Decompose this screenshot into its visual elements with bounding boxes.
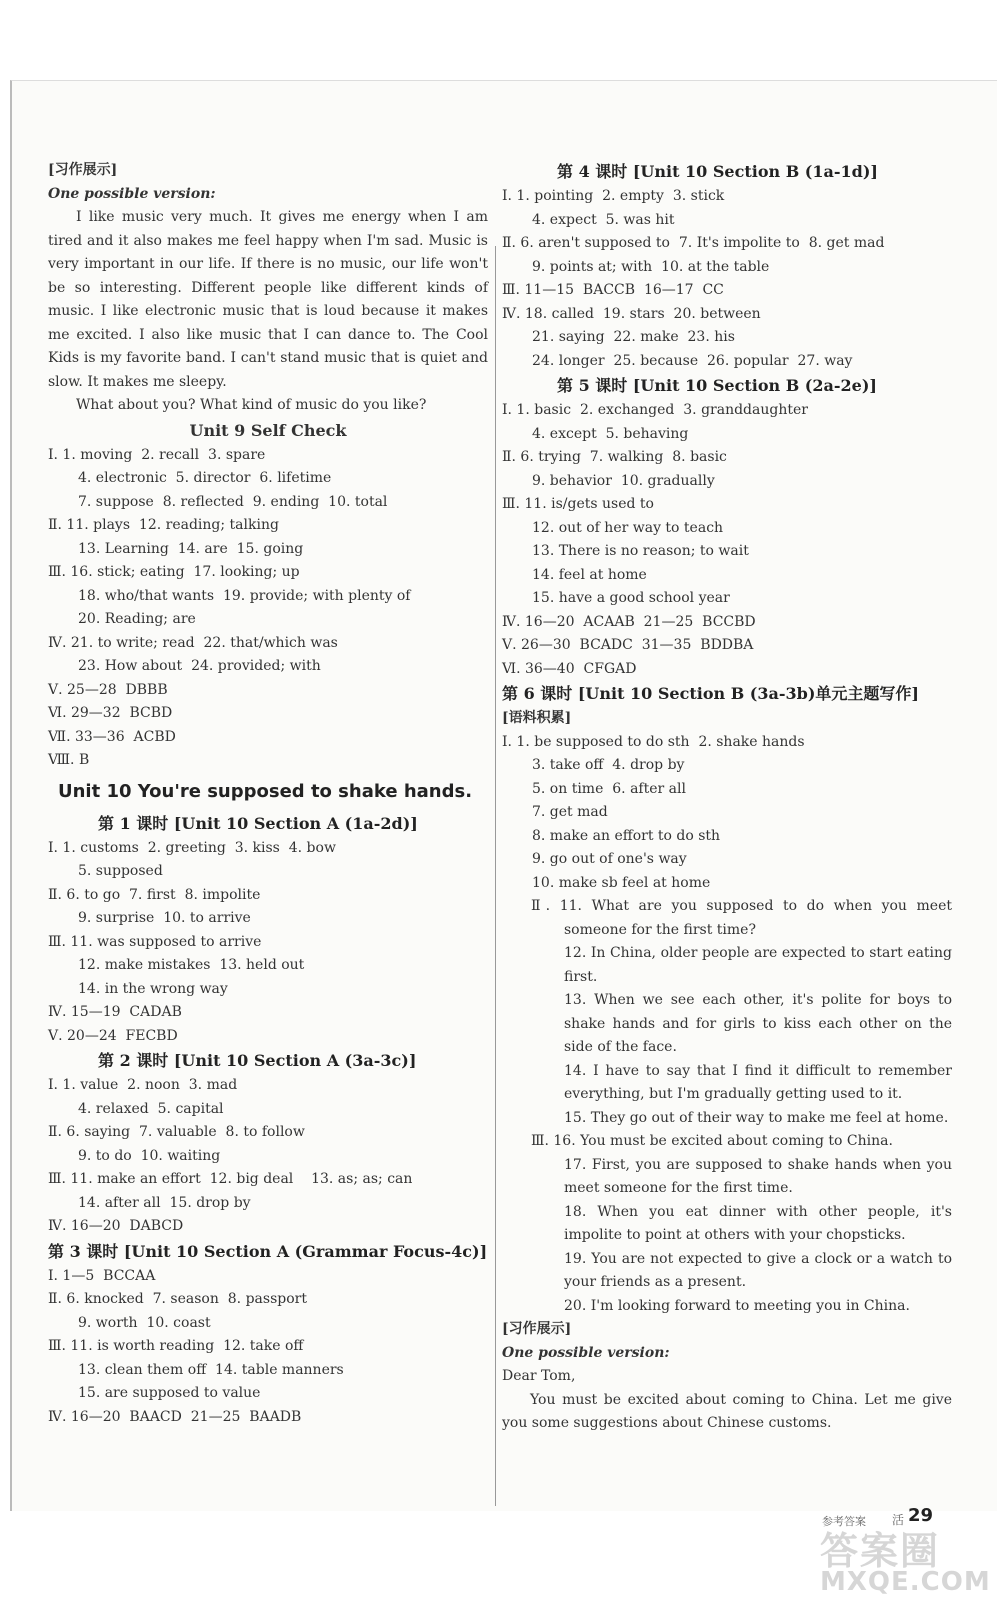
answer-line: 10. make sb feel at home — [532, 874, 711, 891]
page-number: 29 — [908, 1505, 934, 1526]
answer-line: 14. feel at home — [532, 566, 647, 583]
answer-line: 9. points at; with 10. at the table — [532, 258, 770, 275]
answer-line: 4. relaxed 5. capital — [78, 1100, 224, 1117]
answer-line: 5. on time 6. after all — [532, 780, 686, 797]
lesson5-title: 第 5 课时 [Unit 10 Section B (2a-2e)] — [557, 376, 877, 395]
watermark-logo — [820, 1520, 991, 1598]
answer-line: 15. They go out of their way to make me feel at home. — [564, 1109, 949, 1126]
answer-line: 12. In China, older people are expected to start eating first. — [564, 945, 952, 985]
answer-line: Ⅰ. 1. value 2. noon 3. mad — [48, 1077, 238, 1093]
answer-line: 7. get mad — [532, 804, 608, 820]
answer-line: 17. First, you are supposed to shake hands when you meet someone for the first time. — [564, 1156, 952, 1196]
answer-line: Ⅰ. 1. moving 2. recall 3. spare — [48, 446, 266, 463]
answer-line: Ⅲ. 11—15 BACCB 16—17 CC — [502, 282, 724, 298]
unit10-title: Unit 10 You're supposed to shake hands. — [58, 780, 473, 802]
answer-line: Ⅰ. 1. customs 2. greeting 3. kiss 4. bow — [48, 839, 336, 856]
answer-line: Ⅱ. 6. trying 7. walking 8. basic — [502, 449, 727, 465]
answer-line: 8. make an effort to do sth — [532, 827, 721, 844]
answer-line: Ⅳ. 16—20 ACAAB 21—25 BCCBD — [502, 613, 756, 630]
essay-paragraph: I like music very much. It gives me energy when I am tired and it also makes me feel happy when I'm sad. Music is very important in our life. If there is no music, our life won't be so interesting. Different people like different kinds of music. I like electronic music that is loud because it makes me excited. I also like music that I can dance to. The Cool Kids is my favorite band. I can't stand music that is quiet and slow. It makes me sleepy. — [48, 209, 488, 390]
watermark-url: MXQE.COM — [820, 1567, 991, 1597]
answer-line: Ⅵ. 36—40 CFGAD — [502, 660, 637, 677]
answer-line: 14. after all 15. drop by — [78, 1194, 251, 1211]
answer-line: 20. Reading; are — [78, 611, 196, 627]
essay-version: One possible version: — [502, 1344, 670, 1361]
answer-line: Ⅲ. 11. make an effort 12. big deal 13. as; as; can — [48, 1171, 413, 1187]
answer-line: 14. in the wrong way — [78, 980, 228, 997]
right-column — [502, 159, 952, 1436]
answer-line: Ⅰ. 1. pointing 2. empty 3. stick — [502, 188, 725, 204]
answer-line: 20. I'm looking forward to meeting you in China. — [564, 1297, 910, 1314]
essay-header: [习作展示] — [502, 1321, 572, 1337]
answer-line: 7. suppose 8. reflected 9. ending 10. total — [78, 493, 388, 510]
lesson3-title: 第 3 课时 [Unit 10 Section A (Grammar Focus-4c)] — [48, 1241, 488, 1261]
answer-line: 9. behavior 10. gradually — [532, 472, 715, 489]
answer-line: 23. How about 24. provided; with — [78, 658, 321, 674]
answer-line: 9. to do 10. waiting — [78, 1147, 221, 1164]
answer-line: Ⅳ. 21. to write; read 22. that/which was — [48, 634, 338, 651]
answer-line: Ⅷ. B — [48, 752, 90, 768]
lesson6-sentence-answers — [502, 895, 952, 1318]
lesson4-title: 第 4 课时 [Unit 10 Section B (1a-1d)] — [557, 162, 878, 181]
watermark-text: 答案圈 — [820, 1529, 941, 1573]
answer-line: 15. have a good school year — [532, 590, 730, 606]
answer-page — [10, 80, 997, 1528]
selfcheck-answers — [48, 444, 488, 773]
answer-line: 4. expect 5. was hit — [532, 211, 675, 228]
lesson4-answers — [502, 185, 952, 373]
answer-line: 18. When you eat dinner with other people, it's impolite to point at others with your chopsticks. — [564, 1203, 952, 1243]
answer-line: Ⅱ. 6. aren't supposed to 7. It's impolite to 8. get mad — [502, 235, 885, 251]
lesson6-vocab-answers — [502, 731, 952, 896]
left-column — [48, 159, 488, 1429]
lesson2-answers — [48, 1074, 488, 1239]
answer-line: 5. supposed — [78, 863, 163, 879]
answer-line: Ⅶ. 33—36 ACBD — [48, 728, 176, 745]
answer-line: Ⅴ. 25—28 DBBB — [48, 681, 168, 698]
answer-line: 4. except 5. behaving — [532, 425, 689, 442]
lesson5-answers — [502, 399, 952, 681]
answer-line: Ⅱ. 6. knocked 7. season 8. passport — [48, 1291, 307, 1307]
footer-sub: 活 — [892, 1513, 905, 1527]
answer-line: 13. There is no reason; to wait — [532, 543, 749, 559]
answer-line: Ⅵ. 29—32 BCBD — [48, 705, 173, 721]
essay-greeting: Dear Tom, — [502, 1368, 576, 1384]
answer-line: Ⅰ. 1. be supposed to do sth 2. shake hands — [502, 733, 805, 750]
footer-label: 参考答案 — [822, 1515, 866, 1528]
answer-line: Ⅲ. 11. was supposed to arrive — [48, 933, 262, 950]
essay-paragraph: What about you? What kind of music do you like? — [76, 397, 427, 413]
column-divider — [495, 246, 496, 1506]
answer-line: Ⅱ. 11. plays 12. reading; talking — [48, 517, 279, 533]
essay-version: One possible version: — [48, 185, 216, 202]
answer-line: Ⅲ. 16. stick; eating 17. looking; up — [48, 564, 300, 580]
answer-line: 21. saying 22. make 23. his — [532, 329, 735, 345]
answer-line: Ⅱ. 6. saying 7. valuable 8. to follow — [48, 1124, 305, 1140]
answer-line: 13. Learning 14. are 15. going — [78, 540, 304, 557]
answer-line: 9. surprise 10. to arrive — [78, 910, 251, 926]
answer-line: Ⅳ. 18. called 19. stars 20. between — [502, 305, 761, 322]
answer-line: 13. clean them off 14. table manners — [78, 1361, 344, 1378]
answer-line: Ⅲ. 16. You must be excited about coming to China. — [531, 1133, 893, 1149]
answer-line: 4. electronic 5. director 6. lifetime — [78, 470, 332, 486]
answer-line: Ⅲ. 11. is/gets used to — [502, 496, 654, 512]
answer-line: 12. out of her way to teach — [532, 519, 724, 536]
answer-line: 19. You are not expected to give a clock or a watch to your friends as a present. — [564, 1250, 952, 1290]
answer-line: Ⅱ. 11. What are you supposed to do when you meet someone for the first time? — [531, 898, 952, 938]
essay-paragraph: You must be excited about coming to China. Let me give you some suggestions about Chinese customs. — [502, 1391, 952, 1431]
lesson1-answers — [48, 837, 488, 1049]
vocab-header: [语料积累] — [502, 710, 572, 726]
answer-line: 14. I have to say that I find it difficult to remember everything, but I'm gradually getting used to it. — [564, 1062, 952, 1102]
answer-line: 9. go out of one's way — [532, 851, 687, 867]
lesson1-title: 第 1 课时 [Unit 10 Section A (1a-2d)] — [98, 813, 418, 833]
answer-line: 9. worth 10. coast — [78, 1314, 211, 1331]
answer-line: 3. take off 4. drop by — [532, 757, 685, 773]
answer-line: 12. make mistakes 13. held out — [78, 957, 305, 973]
answer-line: 13. When we see each other, it's polite for boys to shake hands and for girls to kiss each other on the side of the face. — [564, 992, 952, 1055]
selfcheck-title: Unit 9 Self Check — [189, 420, 347, 440]
answer-line: Ⅰ. 1—5 BCCAA — [48, 1267, 156, 1284]
answer-line: 24. longer 25. because 26. popular 27. way — [532, 352, 853, 369]
answer-line: Ⅴ. 20—24 FECBD — [48, 1027, 178, 1044]
essay-header: [习作展示] — [48, 162, 118, 178]
lesson6-title: 第 6 课时 [Unit 10 Section B (3a-3b)单元主题写作] — [502, 684, 919, 703]
answer-line: 18. who/that wants 19. provide; with plenty of — [78, 587, 411, 604]
answer-line: Ⅳ. 16—20 DABCD — [48, 1218, 184, 1234]
answer-line: Ⅴ. 26—30 BCADC 31—35 BDDBA — [502, 637, 754, 653]
lesson2-title: 第 2 课时 [Unit 10 Section A (3a-3c)] — [98, 1051, 417, 1070]
lesson3-answers — [48, 1265, 488, 1430]
answer-line: Ⅲ. 11. is worth reading 12. take off — [48, 1338, 304, 1354]
answer-line: Ⅰ. 1. basic 2. exchanged 3. granddaughter — [502, 402, 808, 418]
answer-line: Ⅳ. 15—19 CADAB — [48, 1004, 182, 1020]
answer-line: Ⅱ. 6. to go 7. first 8. impolite — [48, 886, 261, 903]
answer-line: 15. are supposed to value — [78, 1385, 261, 1401]
answer-line: Ⅳ. 16—20 BAACD 21—25 BAADB — [48, 1408, 302, 1425]
